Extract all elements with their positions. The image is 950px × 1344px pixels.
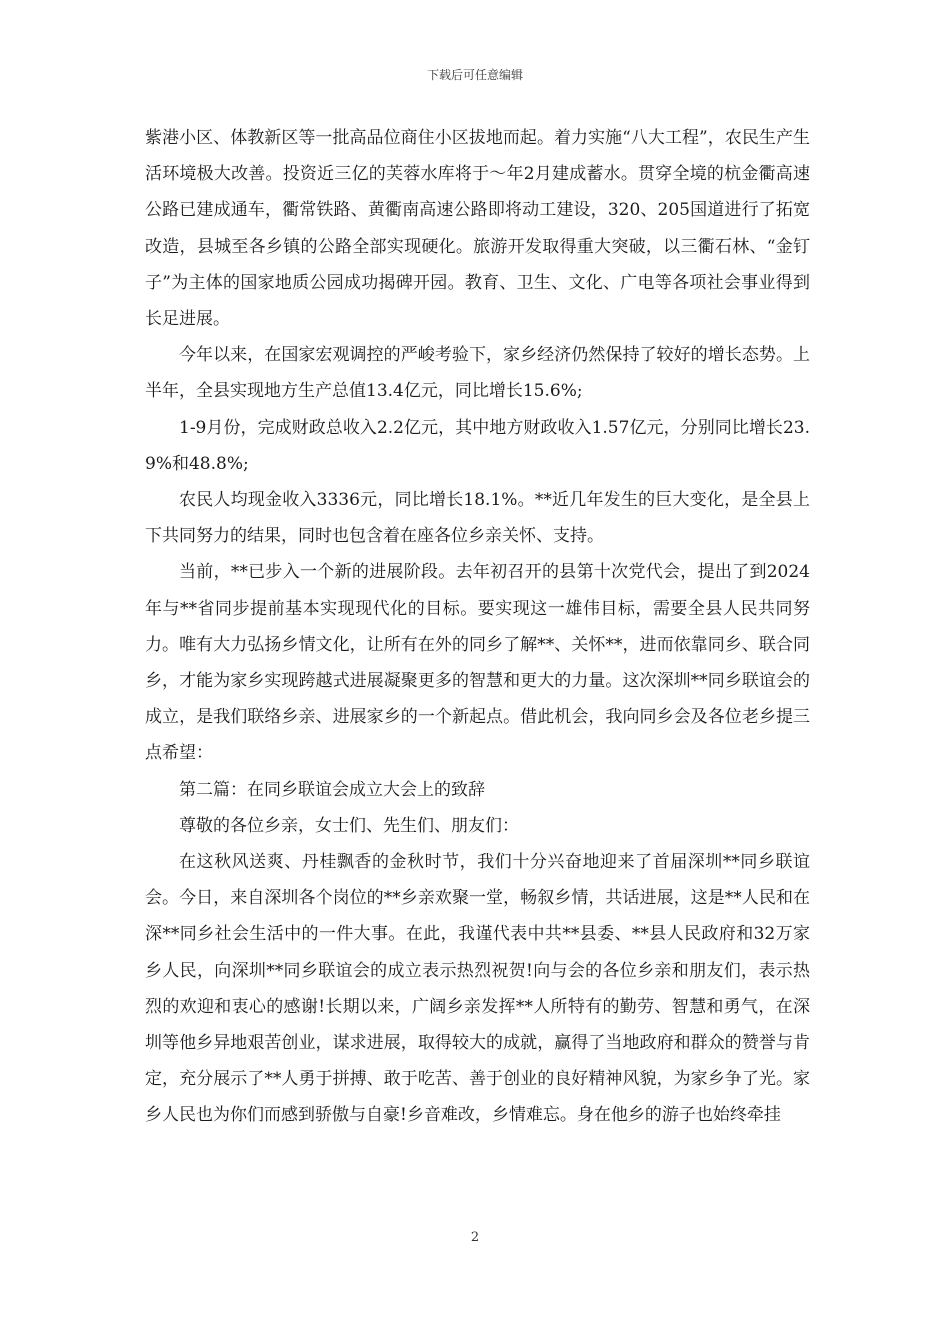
section-heading: 第二篇：在同乡联谊会成立大会上的致辞 — [179, 779, 485, 800]
page-number: 2 — [470, 1230, 480, 1245]
paragraph-1: 紫港小区、体教新区等一批高品位商住小区拔地而起。着力实施“八大工程”，农民生产生活环境极大改善。投资近三亿的芙蓉水库将于～年2月建成蓄水。贯穿全境的杭金衢高速公路已建成通车，衢常铁路、黄衢南高速公路即将动工建设，320、205国道进行了拓宽改造，县城至各乡镇的公路全部实现硬化。旅游开发取得重大突破，以三衢石林、“金钉子”为主体的国家地质公园成功揭碑开园。教育、卫生、文化、广电等各项社会事业得到长足进展。 — [145, 128, 810, 330]
paragraph-4: 农民人均现金收入3336元，同比增长18.1%。**近几年发生的巨大变化，是全县上下共同努力的结果，同时也包含着在座各位乡亲关怀、支持。 — [145, 490, 810, 547]
paragraph-3: 1-9月份，完成财政总收入2.2亿元，其中地方财政收入1.57亿元，分别同比增长23.9%和48.8%; — [145, 417, 810, 474]
salutation: 尊敬的各位乡亲，女士们、先生们、朋友们： — [179, 815, 519, 836]
paragraph-5: 当前，**已步入一个新的进展阶段。去年初召开的县第十次党代会，提出了到2024年与**省同步提前基本实现现代化的目标。要实现这一雄伟目标，需要全县人民共同努力。唯有大力弘扬乡情文化，让所有在外的同乡了解**、关怀**，进而依靠同乡、联合同乡，才能为家乡实现跨越式进展凝聚更多的智慧和更大的力量。这次深圳**同乡联谊会的成立，是我们联络乡亲、进展家乡的一个新起点。借此机会，我向同乡会及各位老乡提三点希望： — [145, 562, 810, 764]
paragraph-2: 今年以来，在国家宏观调控的严峻考验下，家乡经济仍然保持了较好的增长态势。上半年，全县实现地方生产总值13.4亿元，同比增长15.6%; — [145, 345, 810, 402]
document-body — [145, 120, 810, 1134]
page-header-note: 下载后可任意编辑 — [426, 68, 523, 82]
paragraph-6: 在这秋风送爽、丹桂飘香的金秋时节，我们十分兴奋地迎来了首届深圳**同乡联谊会。今日，来自深圳各个岗位的**乡亲欢聚一堂，畅叙乡情，共话进展，这是**人民和在深**同乡社会生活中的一件大事。在此，我谨代表中共**县委、**县人民政府和32万家乡人民，向深圳**同乡联谊会的成立表示热烈祝贺!向与会的各位乡亲和朋友们，表示热烈的欢迎和衷心的感谢!长期以来，广阔乡亲发挥**人所特有的勤劳、智慧和勇气，在深圳等他乡异地艰苦创业，谋求进展，取得较大的成就，赢得了当地政府和群众的赞誉与肯定，充分展示了**人勇于拼搏、敢于吃苦、善于创业的良好精神风貌，为家乡争了光。家乡人民也为你们而感到骄傲与自豪!乡音难改，乡情难忘。身在他乡的游子也始终牵挂 — [145, 852, 810, 1126]
